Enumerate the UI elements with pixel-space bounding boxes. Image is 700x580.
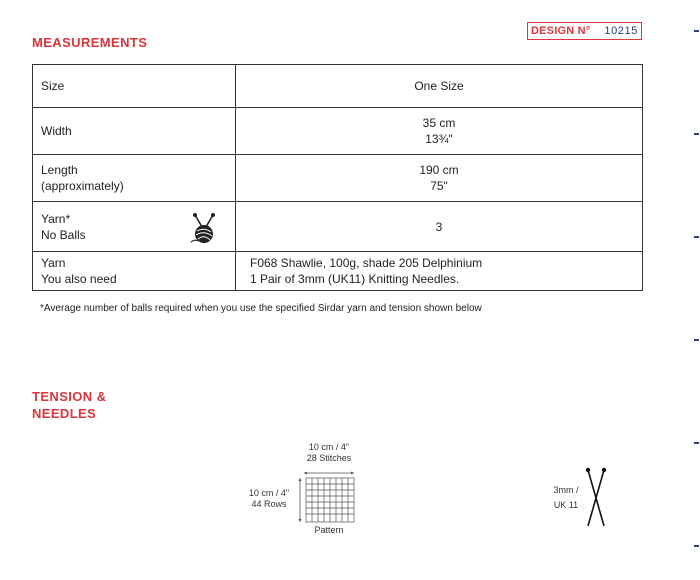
tension-heading: TENSION & NEEDLES [32,389,107,421]
edge-mark [694,442,699,444]
table-row [33,252,643,291]
rows-label: 10 cm / 4" 44 Rows [248,488,290,509]
table-row [33,202,643,252]
row-label: Yarn You also need [33,252,236,291]
row-value: One Size [236,65,643,108]
row-label: Yarn* No Balls [33,202,236,252]
row-value: 35 cm 13¾" [236,108,643,155]
design-number-box [527,22,642,40]
design-label: DESIGN N° [531,25,591,37]
row-value: 3 [236,202,643,252]
edge-mark [694,236,699,238]
table-row [33,108,643,155]
pattern-label: Pattern [314,525,344,535]
edge-mark [694,133,699,135]
measurements-table [32,64,643,291]
design-number: 10215 [604,25,638,37]
stitches-label: 10 cm / 4" 28 Stitches [306,442,352,463]
row-label: Width [33,108,236,155]
row-value: 190 cm 75" [236,155,643,202]
tension-grid [296,470,360,526]
table-row [33,155,643,202]
edge-mark [694,339,699,341]
row-value: F068 Shawlie, 100g, shade 205 Delphinium 1 Pair of 3mm (UK11) Knitting Needles. [236,252,643,291]
edge-mark [694,30,699,32]
row-label: Length (approximately) [33,155,236,202]
needle-size-label: 3mm / UK 11 [553,485,579,510]
yarn-ball-needles-icon [189,212,219,244]
table-row [33,65,643,108]
row-label: Size [33,65,236,108]
footnote: *Average number of balls required when you use the specified Sirdar yarn and tension shown below [40,303,482,314]
edge-mark [694,545,699,547]
measurements-heading: MEASUREMENTS [32,35,148,50]
crossed-needles-icon [584,466,610,528]
